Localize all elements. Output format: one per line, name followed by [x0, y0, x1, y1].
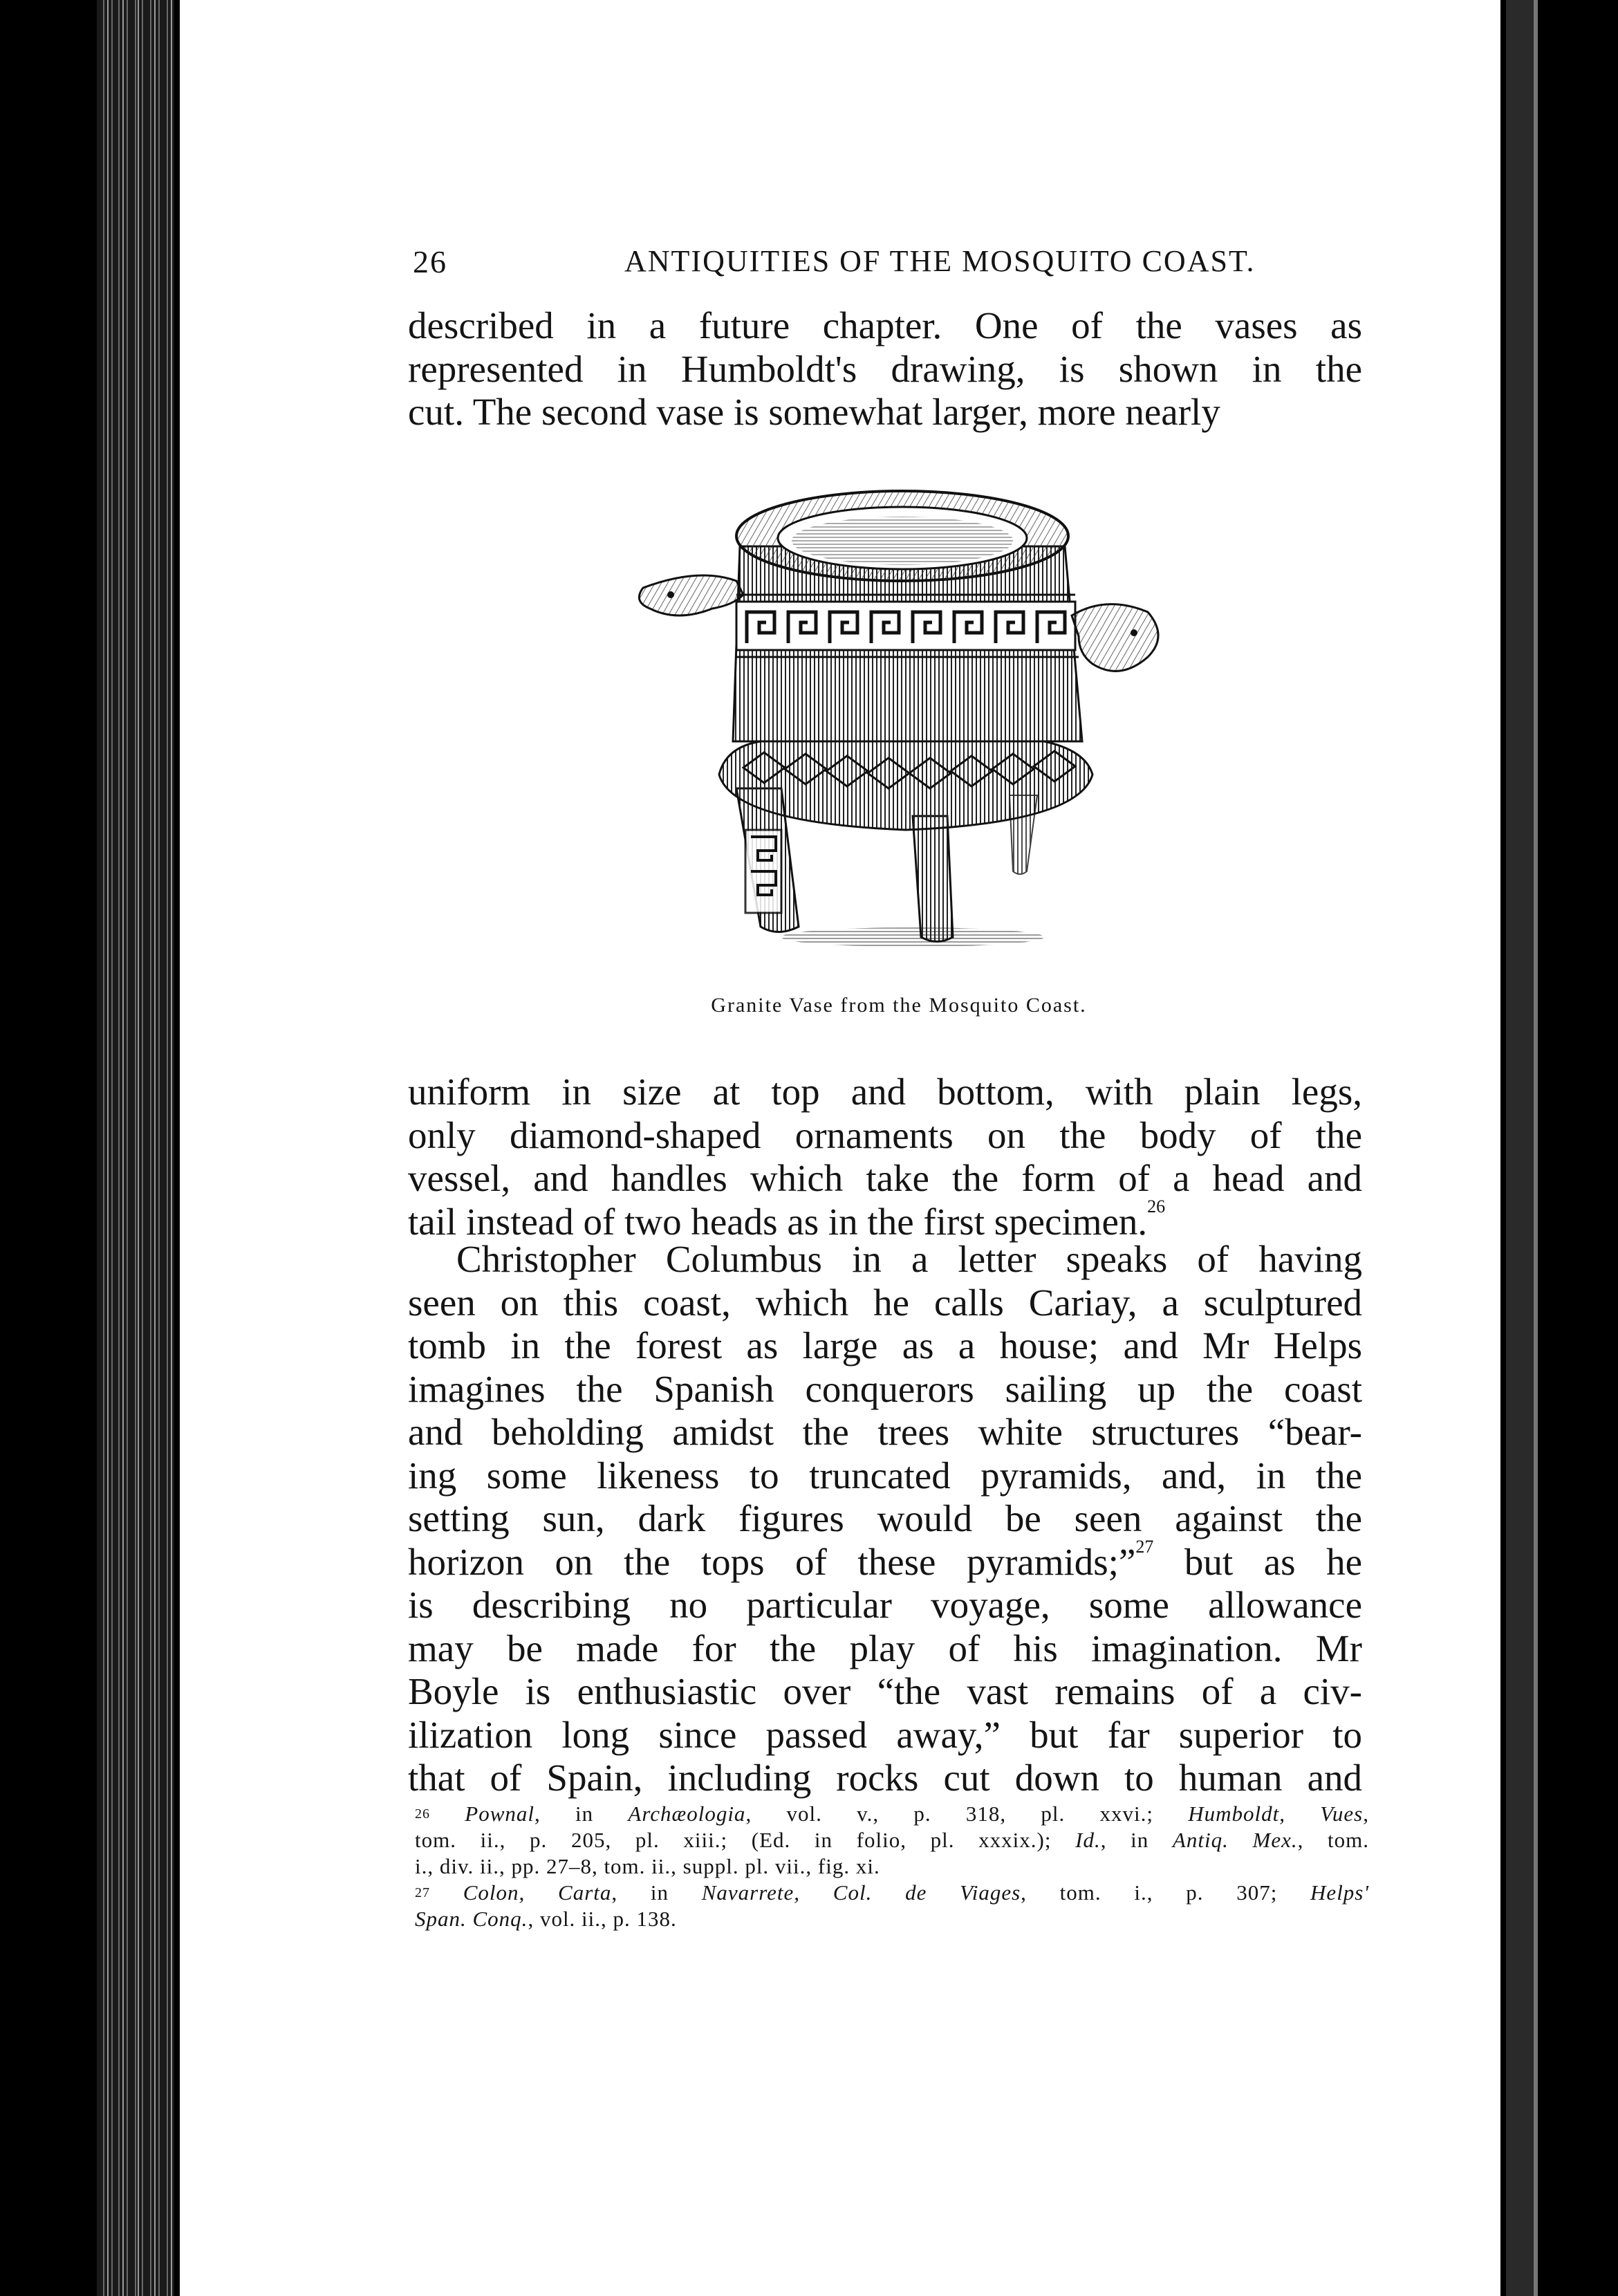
text-line: and beholding amidst the trees white structures “bear-	[408, 1411, 1362, 1453]
text-fragment: , in	[1100, 1828, 1173, 1852]
text-line: only diamond-shaped ornaments on the body of the	[408, 1113, 1362, 1156]
text-line: is describing no particular voyage, some allowance	[408, 1584, 1362, 1626]
text-line	[408, 1196, 1362, 1244]
paragraph-vase-description	[408, 1071, 1362, 1243]
text-fragment: Navarrete, Col. de Viages	[701, 1880, 1021, 1905]
granite-vase-illustration	[622, 484, 1169, 982]
text-fragment: , in	[534, 1802, 629, 1826]
running-title: ANTIQUITIES OF THE MOSQUITO COAST.	[624, 244, 1256, 278]
footnote-line	[415, 1906, 1369, 1932]
text-fragment: horizon on the tops of these pyramids;”	[408, 1540, 1136, 1583]
footnote-line: i., div. ii., pp. 27–8, tom. ii., suppl. pl. vii., fig. xi.	[415, 1854, 880, 1878]
page-number: 26	[413, 244, 447, 279]
text-fragment: Humboldt, Vues	[1188, 1802, 1364, 1826]
footnote-26	[415, 1801, 1369, 1827]
text-fragment: , in	[611, 1880, 702, 1905]
text-line: uniform in size at top and bottom, with plain legs,	[408, 1071, 1362, 1113]
text-line: may be made for the play of his imagination. Mr	[408, 1627, 1362, 1669]
text-line: cut. The second vase is somewhat larger, more nearly	[408, 391, 1220, 433]
text-fragment: Antiq. Mex.	[1172, 1828, 1298, 1852]
text-fragment: Id.	[1075, 1828, 1101, 1852]
footnote-27	[415, 1880, 1369, 1906]
text-line: represented in Humboldt's drawing, is shown in the	[408, 347, 1362, 390]
text-fragment: ,	[1363, 1802, 1369, 1826]
text-line: described in a future chapter. One of the vases as	[408, 304, 1362, 346]
footnote-ref-26[interactable]: 26	[1147, 1196, 1166, 1216]
text-line: ilization long since passed away,” but far superior to	[408, 1713, 1362, 1756]
text-line: Christopher Columbus in a letter speaks of having	[456, 1238, 1362, 1280]
text-fragment: Pownal	[465, 1802, 535, 1826]
footnotes	[415, 1801, 1369, 1932]
text-line: tomb in the forest as large as a house; and Mr Helps	[408, 1324, 1362, 1367]
text-line: imagines the Spanish conquerors sailing up the coast	[408, 1367, 1362, 1410]
figure-caption: Granite Vase from the Mosquito Coast.	[711, 994, 1087, 1017]
footnote-number: 26	[415, 1806, 430, 1822]
text-fragment: tom. ii., p. 205, pl. xiii.; (Ed. in folio, pl. xxxix.);	[415, 1828, 1076, 1852]
text-fragment: Span. Conq.	[415, 1907, 528, 1931]
footnote-line	[415, 1827, 1369, 1853]
footnote-number: 27	[415, 1885, 430, 1900]
text-fragment: , vol. v., p. 318, pl. xxvi.;	[745, 1802, 1189, 1826]
text-fragment: but as he	[1153, 1540, 1362, 1583]
text-line	[408, 1536, 1362, 1584]
text-fragment: Archæologia	[628, 1802, 746, 1826]
text-fragment: , vol. ii., p. 138.	[528, 1907, 677, 1931]
text-fragment: tail instead of two heads as in the first specimen.	[408, 1200, 1148, 1243]
text-fragment: Colon, Carta	[463, 1880, 612, 1905]
footnote-ref-27[interactable]: 27	[1135, 1536, 1154, 1557]
text-line: seen on this coast, which he calls Cariay, a sculptured	[408, 1281, 1362, 1324]
text-fragment: Helps'	[1310, 1880, 1369, 1905]
text-line: Boyle is enthusiastic over “the vast remains of a civ-	[408, 1670, 1362, 1712]
paragraph-columbus	[408, 1238, 1362, 1800]
text-fragment: , tom.	[1297, 1828, 1369, 1852]
text-fragment: , tom. i., p. 307;	[1021, 1880, 1311, 1905]
text-line: setting sun, dark figures would be seen against the	[408, 1497, 1362, 1539]
text-line: ing some likeness to truncated pyramids, and, in the	[408, 1454, 1362, 1497]
text-line: that of Spain, including rocks cut down to human and	[408, 1757, 1362, 1799]
paragraph-continuation	[408, 304, 1362, 434]
text-line: vessel, and handles which take the form of a head and	[408, 1157, 1362, 1199]
